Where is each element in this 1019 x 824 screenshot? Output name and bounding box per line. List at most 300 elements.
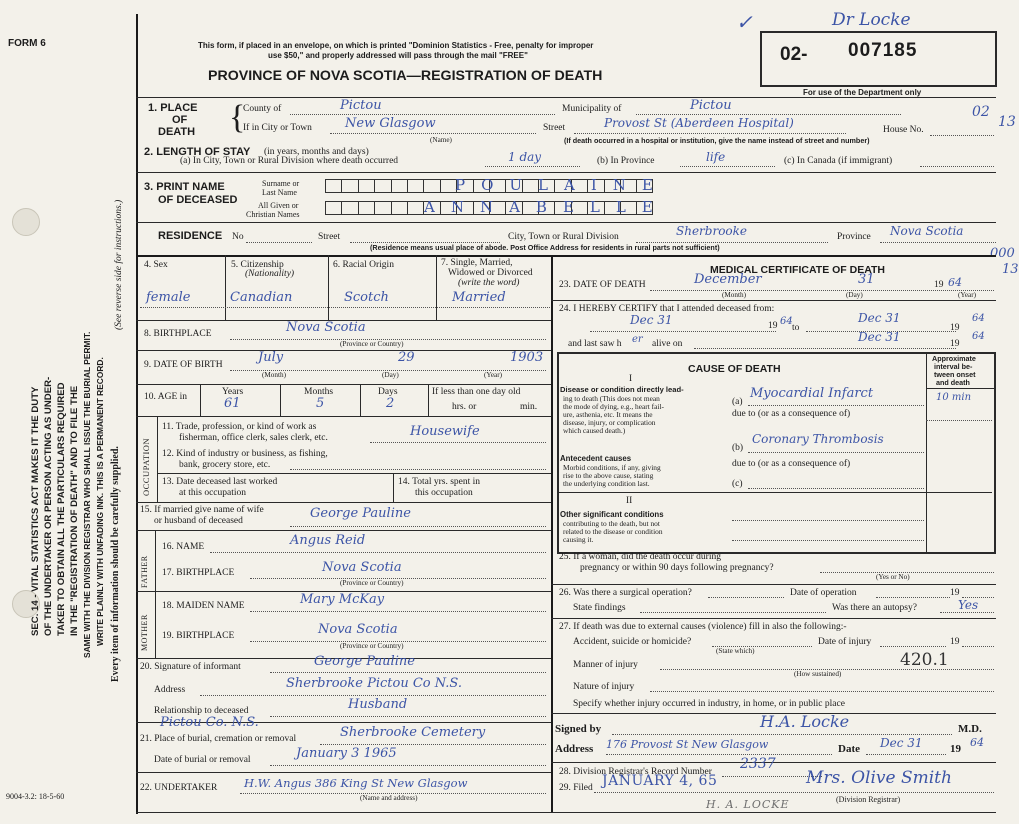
injury-year-prefix: 19 <box>950 637 960 647</box>
nationality-label: (Nationality) <box>245 269 295 279</box>
rule <box>330 133 536 134</box>
cause-of-death-title: CAUSE OF DEATH <box>688 363 781 375</box>
length-stay-sub: (in years, months and days) <box>264 147 369 157</box>
mother-birthplace-caption: (Province or Country) <box>340 642 404 650</box>
rule <box>732 520 924 521</box>
death-month-caption: (Month) <box>722 291 746 299</box>
occ12-label-1: 12. Kind of industry or business, as fishing, <box>162 449 328 459</box>
other-label-3: related to the disease or condition <box>563 527 663 536</box>
residence-note: (Residence means usual place of abode. Post Office Address for residents in rural parts not sufficient) <box>370 243 720 252</box>
name-letter-cell <box>325 179 341 193</box>
rule <box>606 754 832 755</box>
death-date-label: 23. DATE OF DEATH <box>559 280 646 290</box>
residence-no-label: No <box>232 232 244 242</box>
name-letter-cell <box>407 201 423 215</box>
record-number-label: 28. Division Registrar's Record Number <box>559 767 712 777</box>
due-to-2: due to (or as a consequence of) <box>732 459 851 469</box>
surname-label-1: Surname or <box>262 179 300 188</box>
father-birthplace-caption: (Province or Country) <box>340 579 404 587</box>
sign-date-value: Dec 31 <box>880 736 923 750</box>
occupation-label: OCCUPATION <box>141 437 151 496</box>
department-use-label: For use of the Department only <box>803 88 922 97</box>
name-letter-cell <box>358 201 374 215</box>
punch-hole-top <box>12 208 40 236</box>
rule <box>930 135 994 136</box>
death-year-prefix: 19 <box>934 280 944 290</box>
record-number-value: 2337 <box>740 756 776 772</box>
filed-label: 29. Filed <box>559 783 593 793</box>
antecedent-label-1: Antecedent causes <box>560 454 632 463</box>
death-day-value: 31 <box>858 272 875 287</box>
due-to-1: due to (or as a consequence of) <box>732 409 851 419</box>
side-instruction-6: WRITE PLAINLY WITH UNFADING INK. THIS IS A PERMANENT RECORD. <box>95 357 105 646</box>
rule <box>136 772 551 773</box>
specify-label: Specify whether injury occurred in industry, in home, or in public place <box>573 699 845 709</box>
informant-address-label: Address <box>154 685 186 695</box>
residence-city-label: City, Town or Rural Division <box>508 232 619 242</box>
citizenship-value: Canadian <box>230 290 293 305</box>
death-year-value: 64 <box>948 276 962 289</box>
rule <box>926 352 927 552</box>
rule <box>393 473 394 502</box>
place-label-1: 1. PLACE <box>148 102 198 114</box>
rule <box>155 530 156 658</box>
dob-month-caption: (Month) <box>262 371 286 379</box>
death-year-caption: (Year) <box>958 291 977 299</box>
informant-label: 20. Signature of informant <box>140 662 241 672</box>
attend-to-value: Dec 31 <box>858 311 901 325</box>
death-month-value: December <box>694 272 762 287</box>
rule <box>290 114 555 115</box>
medical-certificate-title: MEDICAL CERTIFICATE OF DEATH <box>710 264 885 276</box>
certify-label: 24. I HEREBY CERTIFY that I attended deceased from: <box>559 304 775 314</box>
envelope-notice-1: This form, if placed in an envelope, on which is printed "Dominion Statistics - Free, penalty for improper <box>198 41 594 50</box>
rule <box>200 695 546 696</box>
registration-prefix: 02- <box>780 44 808 65</box>
dob-year-value: 1903 <box>510 350 544 365</box>
residence-province-value: Nova Scotia <box>890 224 964 238</box>
dob-label: 9. DATE OF BIRTH <box>144 360 223 370</box>
residence-street-label: Street <box>318 232 341 242</box>
hospital-note: (If death occurred in a hospital or institution, give the name instead of street and number) <box>564 136 870 145</box>
occ14-label-2: this occupation <box>415 488 473 498</box>
rule <box>640 612 826 613</box>
form-code: 9004-3.2: 18-5-60 <box>6 792 65 801</box>
immediate-label-5: disease, injury, or complication <box>563 418 656 427</box>
name-letter-cell <box>341 179 357 193</box>
years-label: Years <box>222 387 244 397</box>
house-no-label: House No. <box>883 125 924 135</box>
filed-date-value: JANUARY 4, 65 <box>602 773 718 789</box>
rule <box>551 584 996 585</box>
rule <box>270 716 546 717</box>
external-label: 27. If death was due to external causes (violence) fill in also the following:- <box>559 622 847 632</box>
surname-value: POULAINE <box>455 176 669 194</box>
print-name-label: 3. PRINT NAME <box>144 181 225 193</box>
rule <box>136 416 551 417</box>
immediate-label-6: which caused death.) <box>563 426 626 435</box>
attend-to-year: 64 <box>972 313 985 324</box>
residence-label: RESIDENCE <box>158 230 223 242</box>
sign-date-label: Date <box>838 743 860 755</box>
side-instruction-1: SEC. 14 - VITAL STATISTICS ACT MAKES IT THE DUTY <box>30 386 41 636</box>
age-years-value: 61 <box>224 396 241 411</box>
rule <box>246 242 312 243</box>
signed-by-value: H.A. Locke <box>760 712 850 731</box>
last-saw-year: 64 <box>972 331 985 342</box>
rule <box>557 492 992 493</box>
occ12-label-2: bank, grocery store, etc. <box>179 460 271 470</box>
undertaker-value: H.W. Angus 386 King St New Glasgow <box>244 776 468 790</box>
birthplace-caption: (Province or Country) <box>340 340 404 348</box>
attend-from-prefix: 19 <box>768 321 778 331</box>
spouse-value: George Pauline <box>310 506 411 521</box>
cause-a-value: Myocardial Infarct <box>750 386 874 401</box>
immediate-label-3: the mode of dying, e.g., heart fail- <box>563 402 664 411</box>
antecedent-label-2: Morbid conditions, if any, giving <box>563 463 661 472</box>
filed-registrar-value: Mrs. Olive Smith <box>806 768 952 788</box>
days-label: Days <box>378 387 398 397</box>
rule <box>748 488 924 489</box>
checkmark-icon: ✓ <box>736 10 753 34</box>
pregnancy-label-1: 25. If a woman, did the death occur during <box>559 552 721 562</box>
burial-date-label: Date of burial or removal <box>154 755 251 765</box>
cause-c-label: (c) <box>732 479 743 489</box>
form-id: FORM 6 <box>8 38 46 49</box>
marital-label-2: Widowed or Divorced <box>448 268 533 278</box>
age-days-value: 2 <box>386 396 395 411</box>
margin-code-a: 02 <box>972 104 990 120</box>
city-name-caption: (Name) <box>430 136 452 144</box>
given-label-2: Christian Names <box>246 210 300 219</box>
sign-year-prefix: 19 <box>950 743 961 755</box>
sign-year-value: 64 <box>970 736 984 749</box>
sex-value: female <box>146 290 191 305</box>
rule <box>485 166 580 167</box>
months-label: Months <box>304 387 334 397</box>
racial-label: 6. Racial Origin <box>333 260 394 270</box>
other-label-1: Other significant conditions <box>560 510 664 519</box>
rule <box>880 646 946 647</box>
rule <box>612 734 952 735</box>
immediate-label-2: ing to death (This does not mean <box>563 394 660 403</box>
father-name-value: Angus Reid <box>290 533 366 548</box>
occ11-label-1: 11. Trade, profession, or kind of work as <box>162 422 317 432</box>
rule <box>574 133 846 134</box>
rule <box>270 672 546 673</box>
interval-label-1: Approximate <box>932 354 976 363</box>
last-saw-her: er <box>632 334 643 345</box>
given-label-1: All Given or <box>258 201 299 210</box>
street-value: Provost St (Aberdeen Hospital) <box>604 116 794 130</box>
county-value: Pictou <box>340 98 382 113</box>
marital-label-3: (write the word) <box>458 278 520 288</box>
rule <box>636 114 901 115</box>
racial-value: Scotch <box>344 290 389 305</box>
other-label-4: causing it. <box>563 535 594 544</box>
stay-canada-label: (c) In Canada (if immigrant) <box>784 156 893 166</box>
alive-on-label: alive on <box>652 339 683 349</box>
rule <box>360 384 361 416</box>
occupation-value: Housewife <box>410 424 480 439</box>
city-value: New Glasgow <box>345 116 436 131</box>
interval-label-3: tween onset <box>934 370 976 379</box>
nature-label: Nature of injury <box>573 682 635 692</box>
dob-day-value: 29 <box>398 350 415 365</box>
attend-from-year: 64 <box>780 316 793 327</box>
state-which-caption: (State which) <box>716 647 755 655</box>
mother-label: MOTHER <box>140 614 149 651</box>
to-label: to <box>792 323 800 333</box>
of-deceased-label: OF DECEASED <box>158 194 238 206</box>
pregnancy-caption: (Yes or No) <box>876 573 910 581</box>
margin-code-c: 000 <box>990 246 1015 261</box>
rule <box>594 792 994 793</box>
stay-province-value: life <box>706 150 726 164</box>
birthplace-value: Nova Scotia <box>286 320 366 335</box>
dob-year-caption: (Year) <box>484 371 503 379</box>
rule <box>876 597 950 598</box>
rule <box>880 242 996 243</box>
street-label: Street <box>543 123 566 133</box>
side-instruction-5: SAME WITH THE DIVISION REGISTRAR WHO SHALL ISSUE THE BURIAL PERMIT. <box>82 331 92 658</box>
rule <box>650 691 994 692</box>
form-left-border <box>136 14 138 814</box>
name-letter-cell <box>341 201 357 215</box>
envelope-notice-2: use $50," and properly addressed will pass through the mail "FREE" <box>268 51 528 60</box>
rule <box>551 300 996 301</box>
given-names-value: ANNABELLE <box>424 198 669 216</box>
rule <box>866 754 946 755</box>
brace-icon: { <box>229 99 246 136</box>
form-title: PROVINCE OF NOVA SCOTIA—REGISTRATION OF DEATH <box>208 68 603 84</box>
how-sustained-caption: (How sustained) <box>794 670 842 678</box>
relationship-value: Husband <box>348 697 408 712</box>
citizenship-label: 5. Citizenship <box>231 260 284 270</box>
less-than-day-label: If less than one day old <box>432 387 521 397</box>
age-label: 10. AGE in <box>144 392 188 402</box>
rule <box>428 384 429 416</box>
undertaker-caption: (Name and address) <box>360 794 418 802</box>
sex-label: 4. Sex <box>144 260 168 270</box>
immediate-label-1: Disease or condition directly lead- <box>560 385 684 394</box>
top-doctor-note: Dr Locke <box>832 10 911 30</box>
spouse-label-2: or husband of deceased <box>154 516 243 526</box>
interval-a-value: 10 min <box>936 392 972 403</box>
rule <box>200 384 201 416</box>
hrs-label: hrs. or <box>452 402 477 412</box>
autopsy-value: Yes <box>958 598 979 612</box>
stay-city-label: (a) In City, Town or Rural Division where death occurred <box>180 156 399 166</box>
burial-date-value: January 3 1965 <box>296 746 397 761</box>
mother-birthplace-value: Nova Scotia <box>318 622 398 637</box>
cause-b-value: Coronary Thrombosis <box>752 432 884 446</box>
rule <box>136 350 551 351</box>
place-label-2: OF <box>172 114 188 126</box>
mother-maiden-label: 18. MAIDEN NAME <box>162 601 245 611</box>
dob-day-caption: (Day) <box>382 371 399 379</box>
birthplace-label: 8. BIRTHPLACE <box>144 329 212 339</box>
operation-date-label: Date of operation <box>790 588 857 598</box>
rule <box>250 611 546 612</box>
doctor-address-value: 176 Provost St New Glasgow <box>606 738 769 751</box>
mother-birthplace-label: 19. BIRTHPLACE <box>162 631 235 641</box>
stay-city-value: 1 day <box>508 150 542 164</box>
signed-by-label: Signed by <box>555 723 602 735</box>
attend-from-value: Dec 31 <box>630 313 673 327</box>
relationship-label: Relationship to deceased <box>154 706 249 716</box>
residence-city-value: Sherbrooke <box>676 224 748 238</box>
md-label: M.D. <box>958 723 982 735</box>
father-birthplace-label: 17. BIRTHPLACE <box>162 568 235 578</box>
rule <box>694 348 956 349</box>
side-instruction-7: Every item of information should be carefully supplied. <box>110 446 121 682</box>
rule <box>225 255 226 320</box>
rule <box>280 384 281 416</box>
rule <box>136 97 996 98</box>
burial-place-label: 21. Place of burial, cremation or removal <box>140 734 297 744</box>
rule <box>320 744 546 745</box>
interval-label-2: interval be- <box>934 362 973 371</box>
name-letter-cell <box>325 201 341 215</box>
occ14-label-1: 14. Total yrs. spent in <box>398 477 481 487</box>
mother-maiden-value: Mary McKay <box>300 592 385 607</box>
municipality-value: Pictou <box>690 98 732 113</box>
rule <box>140 307 550 308</box>
rule <box>748 405 924 406</box>
name-letter-cell <box>358 179 374 193</box>
rule <box>157 416 158 502</box>
occ11-label-2: fisherman, office clerk, sales clerk, etc. <box>179 433 328 443</box>
informant-value: George Pauline <box>314 654 415 669</box>
section-ii: II <box>626 496 633 506</box>
rule <box>962 646 994 647</box>
last-saw-label: and last saw h <box>568 339 622 349</box>
spouse-label-1: 15. If married give name of wife <box>140 505 264 515</box>
place-label-3: DEATH <box>158 126 196 138</box>
antecedent-label-3: rise to the above cause, stating <box>563 471 654 480</box>
rule <box>748 452 924 453</box>
section-i: I <box>629 374 633 384</box>
min-label: min. <box>520 402 538 412</box>
margin-code-d: 13 <box>1002 262 1019 277</box>
county-label: County of <box>243 104 282 114</box>
father-name-label: 16. NAME <box>162 542 205 552</box>
occ13-label-1: 13. Date deceased last worked <box>162 477 278 487</box>
age-months-value: 5 <box>316 396 325 411</box>
informant-address-value: Sherbrooke Pictou Co N.S. <box>286 676 462 691</box>
rule <box>270 765 546 766</box>
interval-label-4: and death <box>936 378 970 387</box>
death-day-caption: (Day) <box>846 291 863 299</box>
rule <box>680 166 775 167</box>
cause-b-label: (b) <box>732 443 744 453</box>
last-saw-prefix: 19 <box>950 339 960 349</box>
name-letter-cell <box>374 201 390 215</box>
name-letter-cell <box>391 179 407 193</box>
stay-province-label: (b) In Province <box>597 156 655 166</box>
name-letter-cell <box>440 179 456 193</box>
doctor-address-label: Address <box>555 743 594 755</box>
rule <box>590 331 776 332</box>
rule <box>551 618 996 619</box>
antecedent-label-4: the underlying condition last. <box>563 479 650 488</box>
municipality-label: Municipality of <box>562 104 622 114</box>
pregnancy-label-2: pregnancy or within 90 days following pregnancy? <box>580 563 774 573</box>
father-label: FATHER <box>140 555 149 588</box>
state-findings-label: State findings <box>573 603 626 613</box>
rule <box>940 612 994 613</box>
name-letter-cell <box>423 179 439 193</box>
rule <box>290 526 546 527</box>
undertaker-label: 22. UNDERTAKER <box>140 783 218 793</box>
surname-label-2: Last Name <box>262 188 297 197</box>
cause-a-label: (a) <box>732 397 743 407</box>
rule <box>210 552 546 553</box>
pencil-signature: H. A. LOCKE <box>706 798 790 811</box>
attend-to-prefix: 19 <box>950 323 960 333</box>
side-instruction-8: (See reverse side for instructions.) <box>114 199 124 330</box>
margin-code-b: 13 <box>998 114 1016 130</box>
operation-year-prefix: 19 <box>950 588 960 598</box>
rule <box>136 255 996 257</box>
division-registrar-caption: (Division Registrar) <box>836 795 901 804</box>
dob-month-value: July <box>258 350 284 365</box>
rule <box>926 388 994 389</box>
rule <box>136 222 996 223</box>
autopsy-label: Was there an autopsy? <box>832 603 917 613</box>
accident-label: Accident, suicide or homicide? <box>573 637 692 647</box>
rule <box>136 384 551 385</box>
injury-date-label: Date of injury <box>818 637 872 647</box>
center-divider <box>551 255 553 812</box>
length-stay-label: 2. LENGTH OF STAY <box>144 146 251 158</box>
rule <box>290 469 546 470</box>
form-bottom-border <box>136 812 996 813</box>
rule <box>436 255 437 320</box>
rule <box>370 442 546 443</box>
immediate-label-4: ure, asthenia, etc. It means the <box>563 410 653 419</box>
rule <box>136 530 551 531</box>
side-instruction-2: OF THE UNDERTAKER OR PERSON ACTING AS UNDER- <box>43 376 54 636</box>
last-saw-date: Dec 31 <box>858 330 901 344</box>
burial-county-value: Pictou Co. N.S. <box>160 715 259 730</box>
classification-code: 420.1 <box>900 650 949 670</box>
manner-label: Manner of injury <box>573 660 638 670</box>
rule <box>920 166 994 167</box>
name-letter-cell <box>374 179 390 193</box>
residence-province-label: Province <box>837 232 871 242</box>
other-label-2: contributing to the death, but not <box>563 519 660 528</box>
surgical-label: 26. Was there a surgical operation? <box>559 588 692 598</box>
rule <box>157 473 551 474</box>
burial-place-value: Sherbrooke Cemetery <box>340 725 486 740</box>
rule <box>708 597 784 598</box>
occ13-label-2: at this occupation <box>179 488 247 498</box>
side-instruction-3: TAKER TO OBTAIN ALL THE PARTICULARS REQUIRED <box>56 382 67 636</box>
side-instruction-4: IN THE "REGISTRATION OF DEATH" AND TO FILE THE <box>69 385 80 636</box>
rule <box>136 172 996 173</box>
rule <box>136 502 551 503</box>
registration-number: 007185 <box>848 40 918 61</box>
rule <box>926 420 992 421</box>
marital-value: Married <box>452 290 506 305</box>
father-birthplace-value: Nova Scotia <box>322 560 402 575</box>
city-label: If in City or Town <box>243 123 312 133</box>
name-letter-cell <box>407 179 423 193</box>
rule <box>732 540 924 541</box>
marital-label-1: 7. Single, Married, <box>441 258 513 268</box>
